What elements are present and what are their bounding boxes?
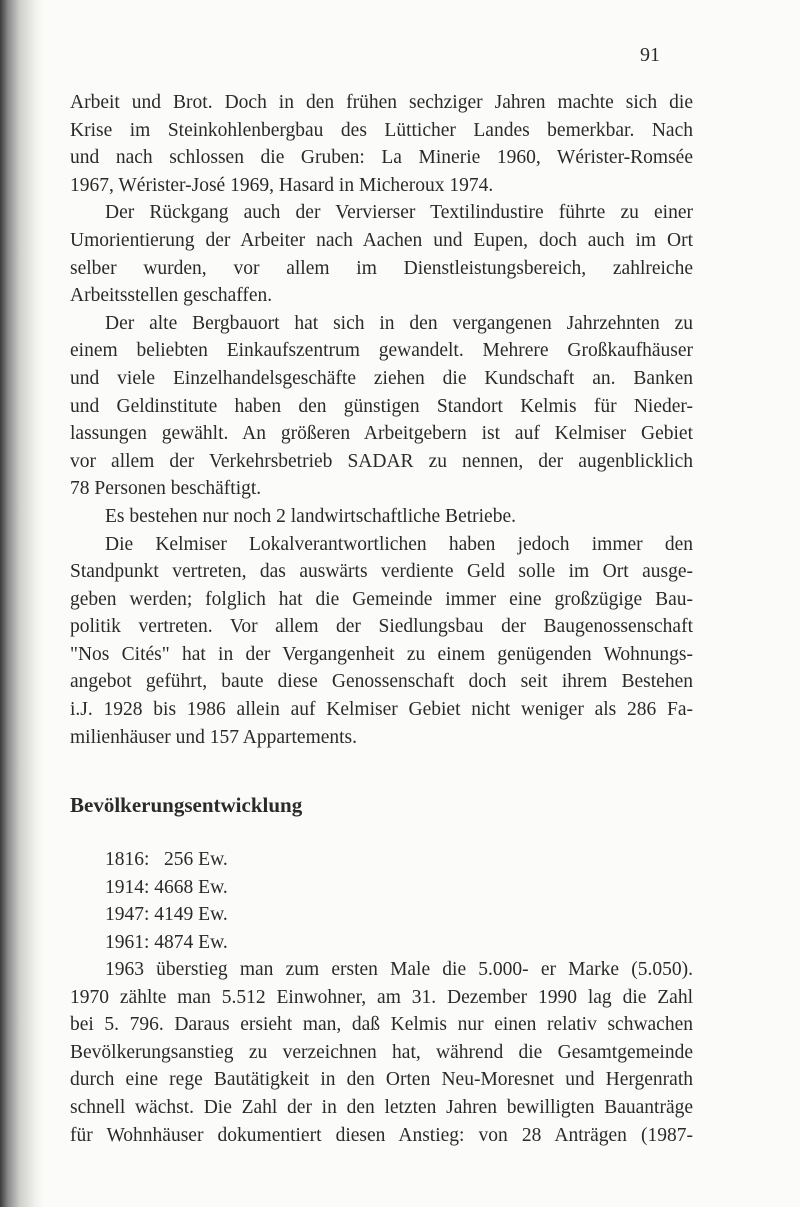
text-line: schnell wächst. Die Zahl der in den letzten Jahren bewilligten Bauanträge	[70, 1096, 693, 1118]
text-line: politik vertreten. Vor allem der Siedlungsbau der Baugenossenschaft	[70, 616, 693, 638]
text-line: Krise im Steinkohlenbergbau des Lütticher Landes bemerkbar. Nach	[70, 119, 693, 141]
text-line: und nach schlossen die Gruben: La Minerie 1960, Wérister-Romsée	[70, 147, 693, 169]
text-line: 1963 überstieg man zum ersten Male die 5.000- er Marke (5.050).	[105, 959, 693, 980]
text-line: durch eine rege Bautätigkeit in den Orten Neu-Moresnet und Hergenrath	[70, 1069, 693, 1091]
text-line: geben werden; folglich hat die Gemeinde immer eine großzügige Bau-	[70, 588, 693, 610]
book-binding-shadow	[0, 0, 44, 1207]
population-entry: 1914: 4668 Ew.	[105, 876, 228, 898]
text-line: einem beliebten Einkaufszentrum gewandelt. Mehrere Großkaufhäuser	[70, 340, 693, 362]
text-line: für Wohnhäuser dokumentiert diesen Anstieg: von 28 Anträgen (1987-	[70, 1124, 693, 1146]
text-line: und viele Einzelhandelsgeschäfte ziehen die Kundschaft an. Banken	[70, 367, 693, 389]
text-line: Der alte Bergbauort hat sich in den vergangenen Jahrzehnten zu	[105, 312, 693, 334]
text-line: Arbeit und Brot. Doch in den frühen sechziger Jahren machte sich die	[70, 92, 693, 113]
text-line: Umorientierung der Arbeiter nach Aachen und Eupen, doch auch im Ort	[70, 229, 693, 251]
text-line: 78 Personen beschäftigt.	[70, 478, 262, 500]
text-line: Die Kelmiser Lokalverantwortlichen haben jedoch immer den	[105, 533, 693, 555]
text-line: und Geldinstitute haben den günstigen Standort Kelmis für Nieder-	[70, 395, 693, 417]
population-entry: 1961: 4874 Ew.	[105, 931, 228, 953]
text-line: Arbeitsstellen geschaffen.	[70, 285, 273, 307]
text-line: lassungen gewählt. An größeren Arbeitgebern ist auf Kelmiser Gebiet	[70, 423, 693, 445]
body-text-section-2	[70, 956, 693, 1149]
text-line: Bevölkerungsanstieg zu verzeichnen hat, während die Gesamtgemeinde	[70, 1041, 693, 1063]
population-entry: 1816: 256 Ew.	[105, 849, 228, 870]
text-line: i.J. 1928 bis 1986 allein auf Kelmiser Gebiet nicht weniger als 286 Fa-	[70, 699, 693, 721]
population-list	[105, 846, 728, 956]
page-number: 91	[640, 44, 660, 66]
text-line: angebot geführt, baute diese Genossenschaft doch seit ihrem Bestehen	[70, 671, 693, 693]
text-line: "Nos Cités" hat in der Vergangenheit zu einem genügenden Wohnungs-	[70, 643, 693, 665]
text-line: Standpunkt vertreten, das auswärts verdiente Geld solle im Ort ausge-	[70, 561, 693, 583]
text-line: Es bestehen nur noch 2 landwirtschaftliche Betriebe.	[105, 505, 516, 527]
text-line: Der Rückgang auch der Vervierser Textilindustire führte zu einer	[105, 202, 693, 224]
text-line: bei 5. 796. Daraus ersieht man, daß Kelmis nur einen relativ schwachen	[70, 1014, 693, 1036]
text-line: 1967, Wérister-José 1969, Hasard in Micheroux 1974.	[70, 174, 494, 196]
text-line: milienhäuser und 157 Appartements.	[70, 726, 358, 748]
text-line: 1970 zählte man 5.512 Einwohner, am 31. Dezember 1990 lag die Zahl	[70, 986, 693, 1008]
population-entry: 1947: 4149 Ew.	[105, 904, 228, 926]
text-line: selber wurden, vor allem im Dienstleistungsbereich, zahlreiche	[70, 257, 693, 279]
text-line: vor allem der Verkehrsbetrieb SADAR zu nennen, der augenblicklich	[70, 450, 693, 472]
section-heading: Bevölkerungsentwicklung	[70, 793, 303, 817]
body-text-section-1	[70, 89, 693, 751]
